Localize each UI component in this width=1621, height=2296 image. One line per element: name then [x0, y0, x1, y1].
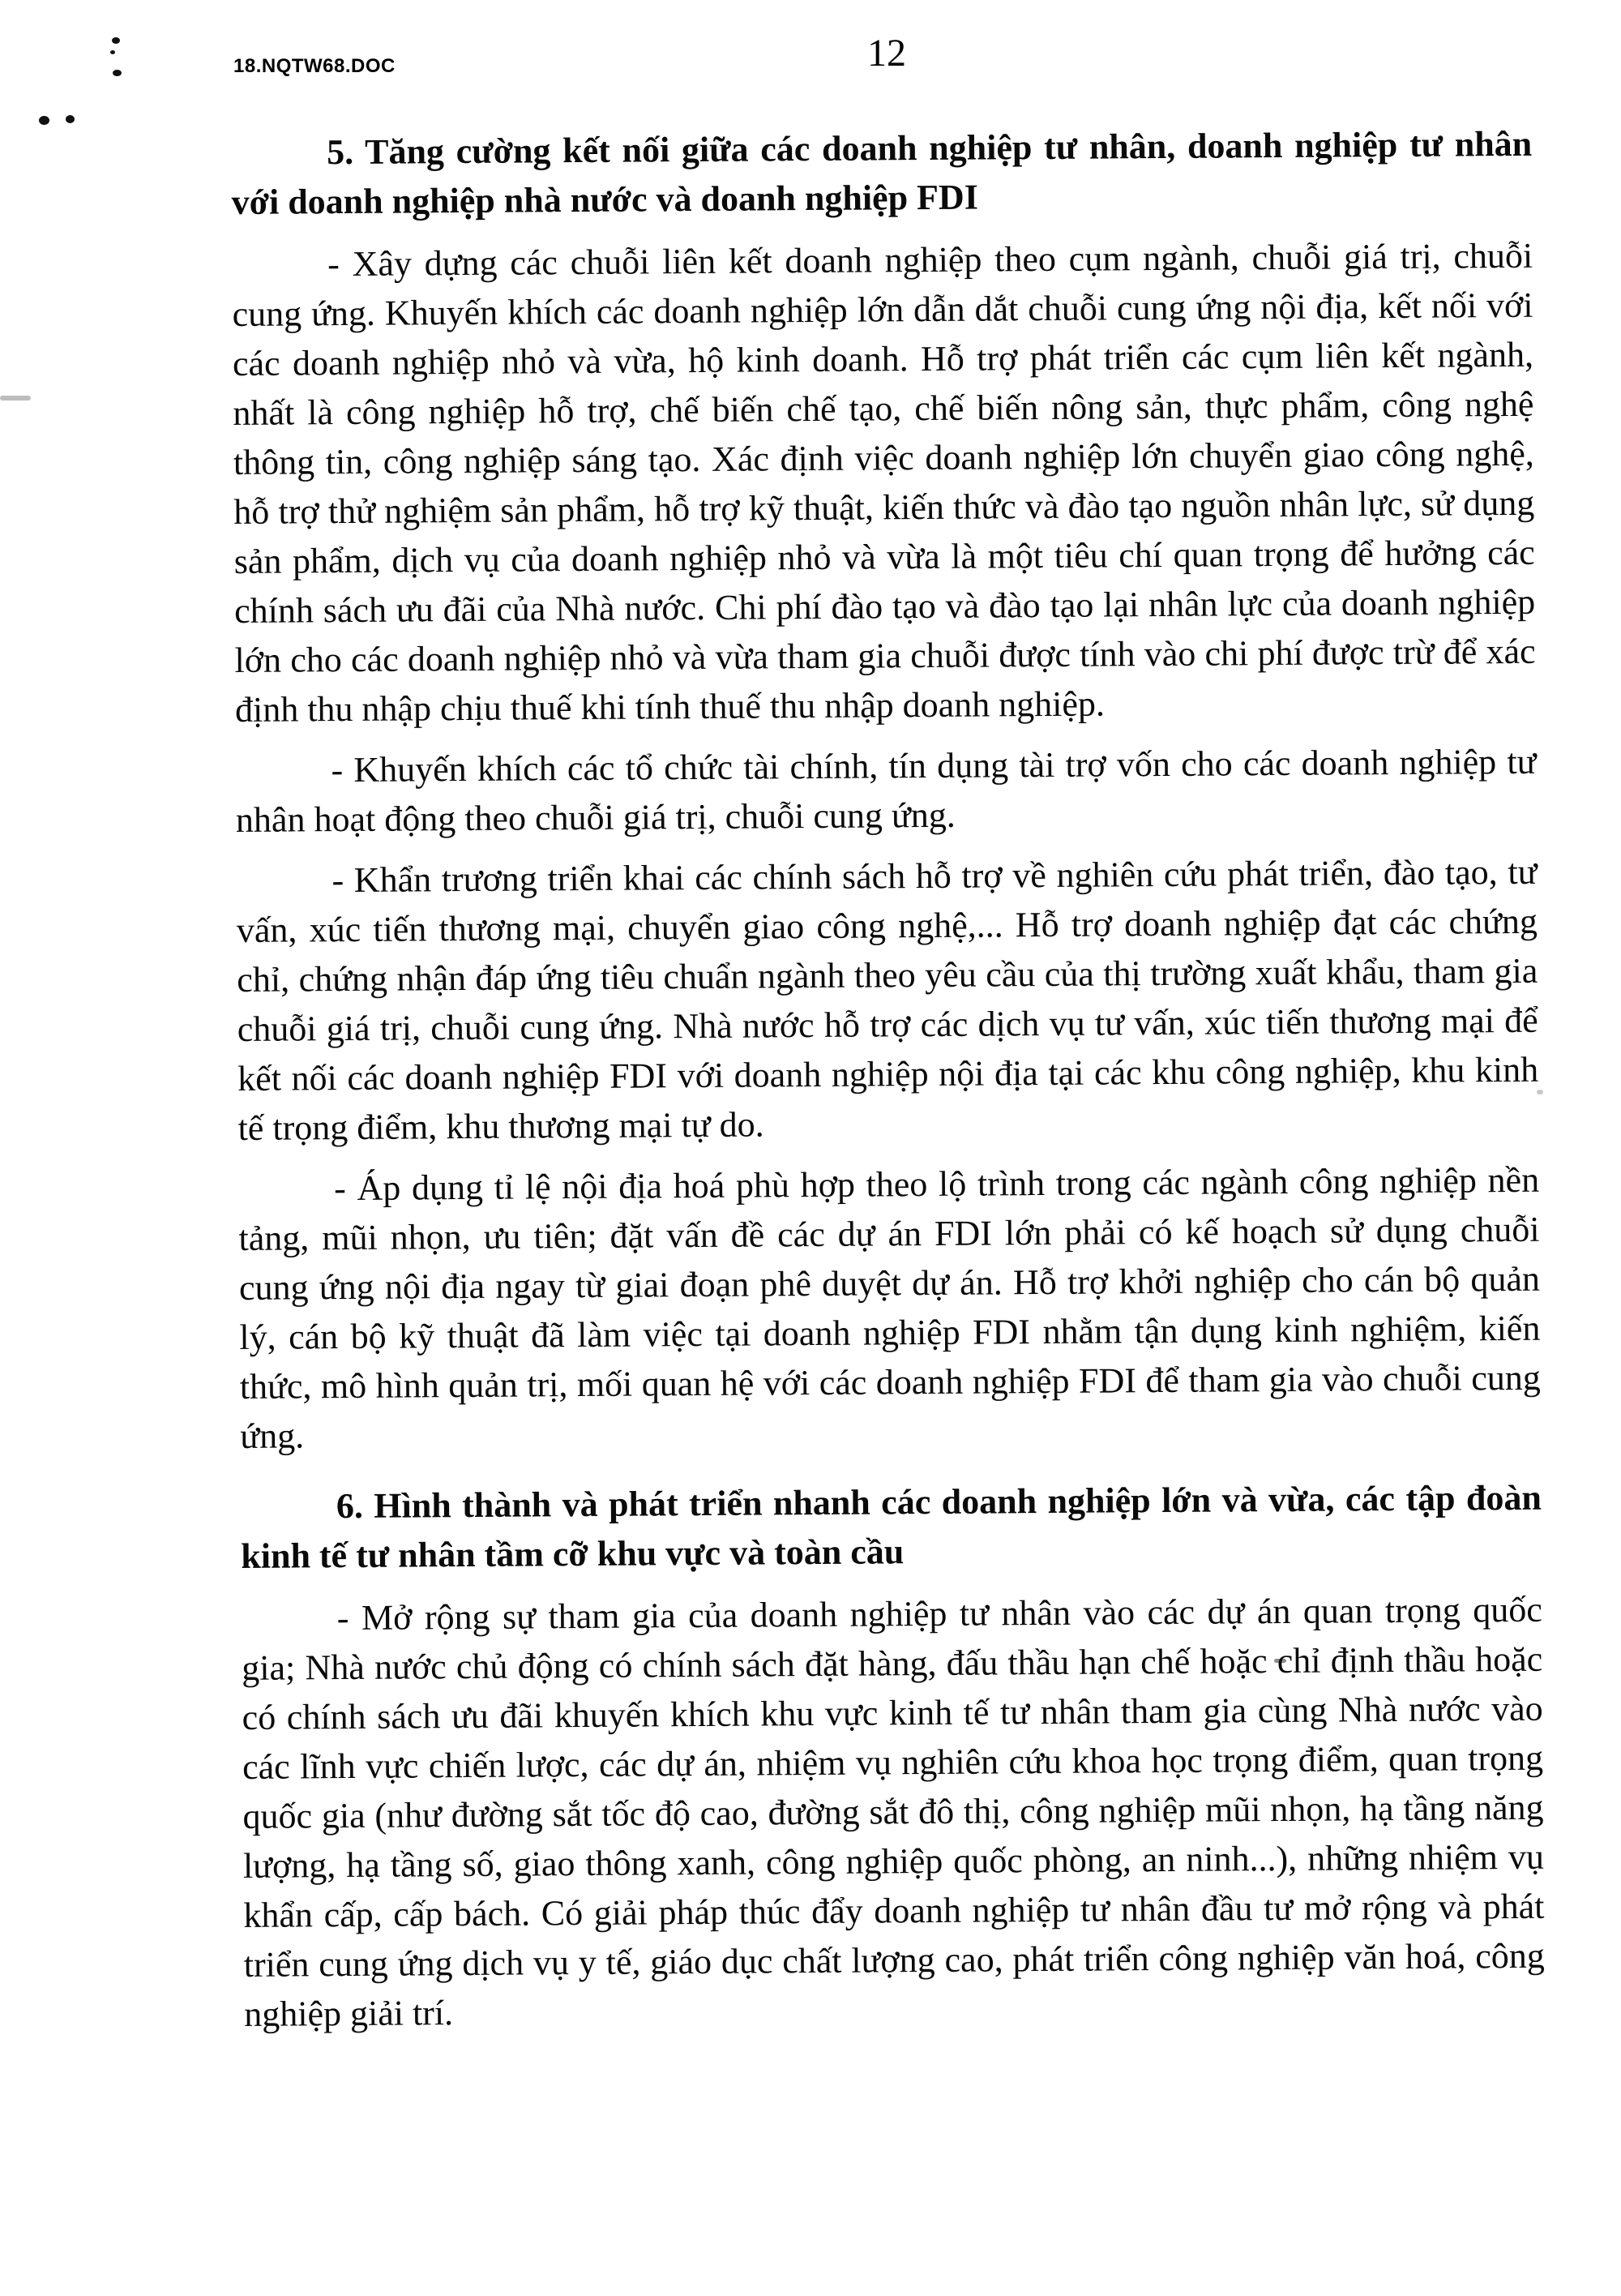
body-paragraph: - Mở rộng sự tham gia của doanh nghiệp tư nhân vào các dự án quan trọng quốc gia; Nhà nước chủ động có chính sách đặt hàng, đấu thầu hạn chế hoặc chỉ định thầu hoặc có chính sách ưu đãi khuyến khích khu vực kinh tế tư nhân tham gia cùng Nhà nước vào các lĩnh vực chiến lược, các dự án, nhiệm vụ nghiên cứu khoa học trọng điểm, quan trọng quốc gia (như đường sắt tốc độ cao, đường sắt đô thị, công nghiệp mũi nhọn, hạ tầng năng lượng, hạ tầng số, giao thông xanh, công nghiệp quốc phòng, an ninh...), những nhiệm vụ khẩn cấp, cấp bách. Có giải pháp thúc đẩy doanh nghiệp tư nhân đầu tư mở rộng và phát triển cung ứng dịch vụ y tế, giáo dục chất lượng cao, phát triển công nghiệp văn hoá, công nghiệp giải trí.: [242, 1589, 1545, 2034]
scan-speckle: [112, 37, 120, 44]
body-paragraph: - Khẩn trương triển khai các chính sách hỗ trợ về nghiên cứu phát triển, đào tạo, tư vấn, xúc tiến thương mại, chuyển giao công nghệ,... Hỗ trợ doanh nghiệp đạt các chứng chỉ, chứng nhận đáp ứng tiêu chuẩn ngành theo yêu cầu của thị trường xuất khẩu, tham gia chuỗi giá trị, chuỗi cung ứng. Nhà nước hỗ trợ các dịch vụ tư vấn, xúc tiến thương mại để kết nối các doanh nghiệp FDI với doanh nghiệp nội địa tại các khu công nghiệp, khu kinh tế trọng điểm, khu thương mại tự do.: [236, 851, 1539, 1148]
scan-speckle: [66, 115, 75, 123]
scan-smudge: [0, 396, 31, 401]
section-heading: 5. Tăng cường kết nối giữa các doanh nghiệp tư nhân, doanh nghiệp tư nhân với doanh nghiệp nhà nước và doanh nghiệp FDI: [231, 123, 1533, 222]
scan-speckle: [113, 70, 122, 76]
body-paragraph: - Xây dựng các chuỗi liên kết doanh nghiệp theo cụm ngành, chuỗi giá trị, chuỗi cung ứng. Khuyến khích các doanh nghiệp lớn dẫn dắt chuỗi cung ứng nội địa, kết nối với các doanh nghiệp nhỏ và vừa, hộ kinh doanh. Hỗ trợ phát triển các cụm liên kết ngành, nhất là công nghiệp hỗ trợ, chế biến chế tạo, chế biến nông sản, thực phẩm, công nghệ thông tin, công nghiệp sáng tạo. Xác định việc doanh nghiệp lớn chuyển giao công nghệ, hỗ trợ thử nghiệm sản phẩm, hỗ trợ kỹ thuật, kiến thức và đào tạo nguồn nhân lực, sử dụng sản phẩm, dịch vụ của doanh nghiệp nhỏ và vừa là một tiêu chí quan trọng để hưởng các chính sách ưu đãi của Nhà nước. Chi phí đào tạo và đào tạo lại nhân lực của doanh nghiệp lớn cho các doanh nghiệp nhỏ và vừa tham gia chuỗi được tính vào chi phí được trừ để xác định thu nhập chịu thuế khi tính thuế thu nhập doanh nghiệp.: [232, 235, 1536, 730]
section-heading: 6. Hình thành và phát triển nhanh các doanh nghiệp lớn và vừa, các tập đoàn kinh tế tư nhân tầm cỡ khu vực và toàn cầu: [241, 1477, 1542, 1576]
scan-speckle: [39, 116, 49, 125]
document-filename: 18.NQTW68.DOC: [233, 55, 396, 77]
body-paragraph: - Khuyến khích các tổ chức tài chính, tín dụng tài trợ vốn cho các doanh nghiệp tư nhân hoạt động theo chuỗi giá trị, chuỗi cung ứng.: [235, 741, 1537, 840]
document-body: [231, 119, 1546, 2050]
page-number: 12: [867, 32, 906, 75]
scan-speckle: [110, 50, 115, 54]
body-paragraph: - Áp dụng tỉ lệ nội địa hoá phù hợp theo lộ trình trong các ngành công nghiệp nền tảng, mũi nhọn, ưu tiên; đặt vấn đề các dự án FDI lớn phải có kế hoạch sử dụng chuỗi cung ứng nội địa ngay từ giai đoạn phê duyệt dự án. Hỗ trợ khởi nghiệp cho cán bộ quản lý, cán bộ kỹ thuật đã làm việc tại doanh nghiệp FDI nhằm tận dụng kinh nghiệm, kiến thức, mô hình quản trị, mối quan hệ với các doanh nghiệp FDI để tham gia vào chuỗi cung ứng.: [238, 1159, 1541, 1456]
